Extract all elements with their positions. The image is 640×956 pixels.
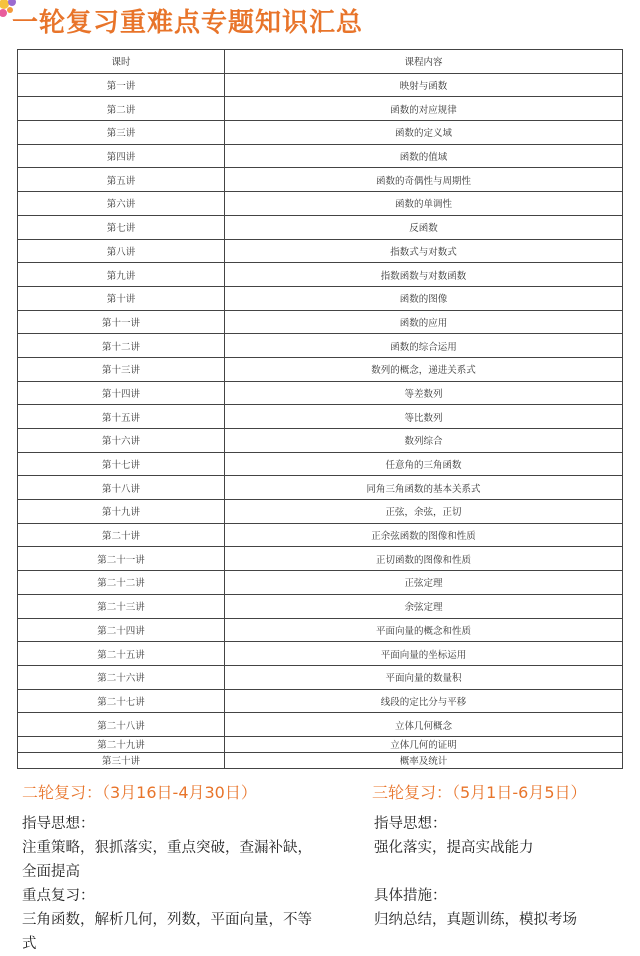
lesson-cell: 第三十讲	[18, 752, 225, 768]
content-cell: 任意角的三角函数	[225, 452, 623, 476]
content-cell: 函数的图像	[225, 286, 623, 310]
content-cell: 概率及统计	[225, 752, 623, 768]
lesson-cell: 第七讲	[18, 215, 225, 239]
content-cell: 指数式与对数式	[225, 239, 623, 263]
content-cell: 映射与函数	[225, 73, 623, 97]
content-cell: 线段的定比分与平移	[225, 689, 623, 713]
table-row	[18, 357, 623, 381]
content-cell: 函数的定义域	[225, 121, 623, 145]
lesson-cell: 第五讲	[18, 168, 225, 192]
content-cell: 同角三角函数的基本关系式	[225, 476, 623, 500]
round2-title: 二轮复习：（3月16日-4月30日）	[22, 783, 257, 802]
round3-measures-text: 归纳总结，真题训练，模拟考场	[374, 912, 577, 928]
table-row	[18, 547, 623, 571]
content-cell: 平面向量的概念和性质	[225, 618, 623, 642]
round3-title: 三轮复习：（5月1日-6月5日）	[372, 783, 587, 802]
lesson-cell: 第十四讲	[18, 381, 225, 405]
table-row	[18, 168, 623, 192]
lesson-cell: 第十七讲	[18, 452, 225, 476]
header-content: 课程内容	[225, 50, 623, 74]
table-row	[18, 752, 623, 768]
table-row	[18, 642, 623, 666]
content-cell: 正切函数的图像和性质	[225, 547, 623, 571]
lesson-cell: 第二十讲	[18, 523, 225, 547]
lesson-cell: 第十八讲	[18, 476, 225, 500]
content-cell: 函数的应用	[225, 310, 623, 334]
lesson-cell: 第九讲	[18, 263, 225, 287]
content-cell: 指数函数与对数函数	[225, 263, 623, 287]
content-cell: 正弦，余弦，正切	[225, 500, 623, 524]
content-cell: 正弦定理	[225, 571, 623, 595]
lesson-cell: 第二讲	[18, 97, 225, 121]
table-row	[18, 429, 623, 453]
lesson-cell: 第二十六讲	[18, 665, 225, 689]
header-lesson: 课时	[18, 50, 225, 74]
table-row	[18, 500, 623, 524]
lesson-cell: 第八讲	[18, 239, 225, 263]
table-row	[18, 381, 623, 405]
table-row	[18, 263, 623, 287]
lesson-cell: 第二十七讲	[18, 689, 225, 713]
content-cell: 函数的综合运用	[225, 334, 623, 358]
content-cell: 立体几何概念	[225, 713, 623, 737]
content-cell: 等比数列	[225, 405, 623, 429]
lesson-cell: 第二十八讲	[18, 713, 225, 737]
table-row	[18, 452, 623, 476]
lesson-cell: 第二十四讲	[18, 618, 225, 642]
round3-guide-text: 强化落实，提高实战能力	[374, 840, 534, 856]
lesson-cell: 第四讲	[18, 144, 225, 168]
table-row	[18, 286, 623, 310]
round2-focus-label: 重点复习：	[22, 888, 95, 904]
content-cell: 函数的对应规律	[225, 97, 623, 121]
lesson-cell: 第十三讲	[18, 357, 225, 381]
content-cell: 立体几何的证明	[225, 736, 623, 752]
lesson-cell: 第十讲	[18, 286, 225, 310]
lesson-cell: 第二十三讲	[18, 594, 225, 618]
content-cell: 函数的单调性	[225, 192, 623, 216]
round2-focus-text: 三角函数，解析几何，列数，平面向量，不等式	[22, 912, 312, 952]
lesson-cell: 第十六讲	[18, 429, 225, 453]
round2-guide-text: 注重策略，狠抓落实，重点突破，查漏补缺，全面提高	[22, 840, 312, 880]
table-row	[18, 618, 623, 642]
table-row	[18, 310, 623, 334]
table-row	[18, 665, 623, 689]
table-row	[18, 736, 623, 752]
table-row	[18, 121, 623, 145]
lesson-cell: 第六讲	[18, 192, 225, 216]
table-row	[18, 689, 623, 713]
table-row	[18, 523, 623, 547]
content-cell: 数列的概念，递进关系式	[225, 357, 623, 381]
content-cell: 余弦定理	[225, 594, 623, 618]
content-cell: 反函数	[225, 215, 623, 239]
content-cell: 数列综合	[225, 429, 623, 453]
lesson-cell: 第二十二讲	[18, 571, 225, 595]
table-row	[18, 571, 623, 595]
lesson-cell: 第二十五讲	[18, 642, 225, 666]
table-header-row	[18, 50, 623, 74]
lesson-cell: 第二十一讲	[18, 547, 225, 571]
table-row	[18, 97, 623, 121]
content-cell: 平面向量的数量积	[225, 665, 623, 689]
table-row	[18, 192, 623, 216]
page-title: 一轮复习重难点专题知识汇总	[12, 8, 364, 38]
table-row	[18, 476, 623, 500]
table-row	[18, 215, 623, 239]
lesson-cell: 第二十九讲	[18, 736, 225, 752]
table-row	[18, 713, 623, 737]
content-cell: 等差数列	[225, 381, 623, 405]
content-cell: 函数的奇偶性与周期性	[225, 168, 623, 192]
content-cell: 平面向量的坐标运用	[225, 642, 623, 666]
table-row	[18, 239, 623, 263]
round3-measures-label: 具体措施：	[374, 888, 447, 904]
table-row	[18, 405, 623, 429]
lesson-cell: 第十二讲	[18, 334, 225, 358]
content-cell: 正余弦函数的图像和性质	[225, 523, 623, 547]
lesson-cell: 第一讲	[18, 73, 225, 97]
lesson-cell: 第三讲	[18, 121, 225, 145]
lesson-cell: 第十九讲	[18, 500, 225, 524]
table-row	[18, 73, 623, 97]
table-row	[18, 594, 623, 618]
table-row	[18, 144, 623, 168]
lesson-cell: 第十一讲	[18, 310, 225, 334]
round2-guide-label: 指导思想：	[22, 816, 95, 832]
table-row	[18, 334, 623, 358]
content-cell: 函数的值域	[225, 144, 623, 168]
course-schedule-table	[17, 49, 623, 769]
round3-guide-label: 指导思想：	[374, 816, 447, 832]
lesson-cell: 第十五讲	[18, 405, 225, 429]
